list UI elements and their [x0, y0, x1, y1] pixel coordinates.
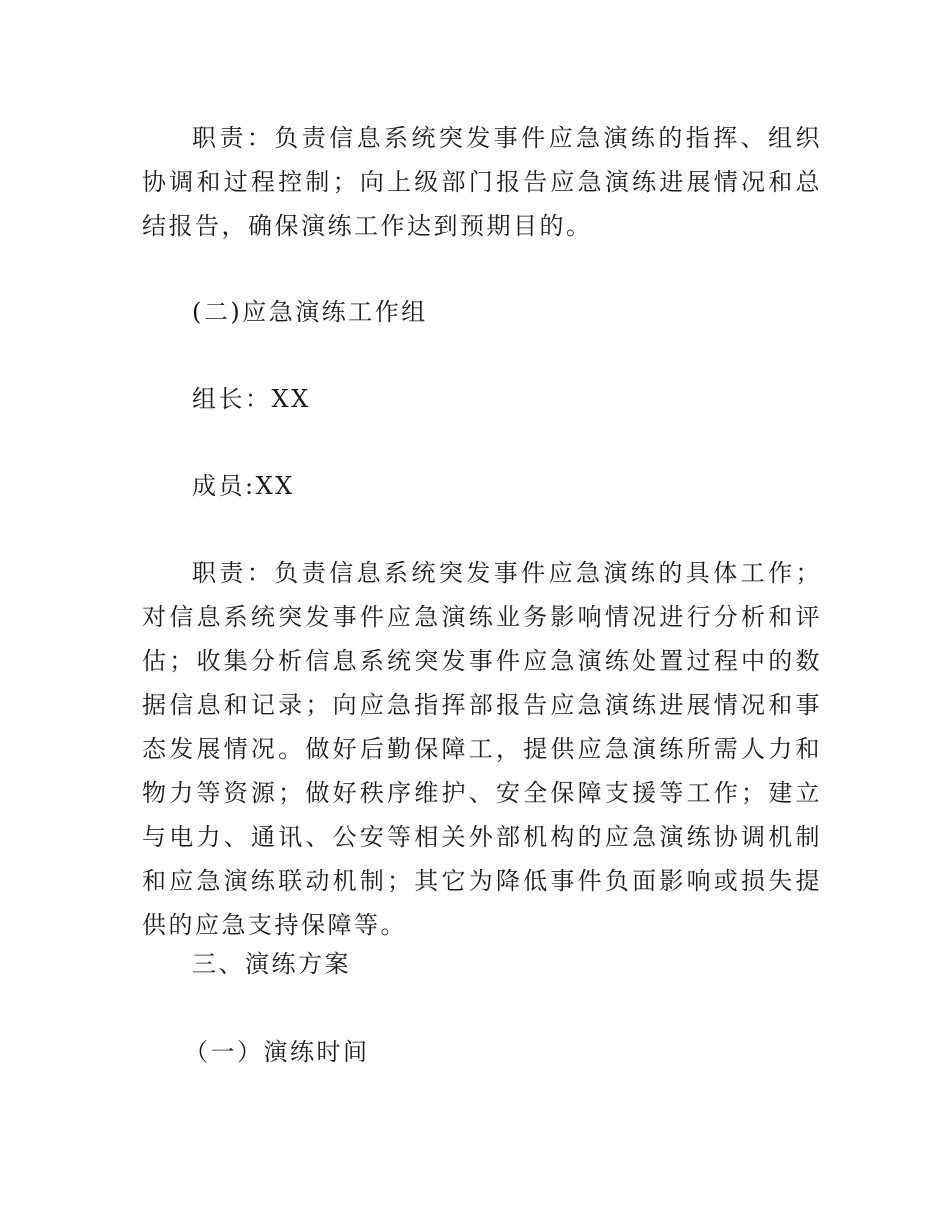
- group-leader-line: 组长：XX: [192, 385, 311, 413]
- group-members-line: 成员:XX: [192, 472, 295, 500]
- section-heading-drill-working-group: (二)应急演练工作组: [192, 298, 428, 326]
- responsibility-paragraph-command: 职责：负责信息系统突发事件应急演练的指挥、组织协调和过程控制；向上级部门报告应急演练进展情况和总结报告，确保演练工作达到预期目的。: [142, 124, 822, 240]
- section-heading-drill-time: （一）演练时间: [184, 1038, 370, 1066]
- section-heading-drill-plan: 三、演练方案: [192, 950, 351, 978]
- responsibility-paragraph-working-group: 职责：负责信息系统突发事件应急演练的具体工作；对信息系统突发事件应急演练业务影响情况进行分析和评估；收集分析信息系统突发事件应急演练处置过程中的数据信息和记录；向应急指挥部报告应急演练进展情况和事态发展情况。做好后勤保障工，提供应急演练所需人力和物力等资源；做好秩序维护、安全保障支援等工作；建立与电力、通讯、公安等相关外部机构的应急演练协调机制和应急演练联动机制；其它为降低事件负面影响或损失提供的应急支持保障等。: [142, 559, 822, 939]
